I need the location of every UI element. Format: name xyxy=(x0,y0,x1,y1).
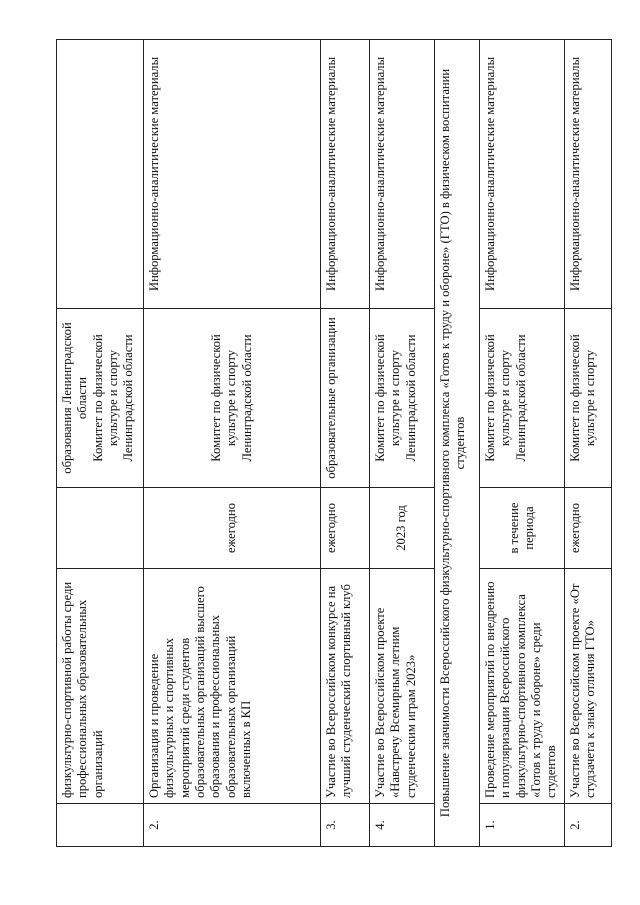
executor-cell: образования Ленинградской области Комитет по физической культуре и спорту Ленинградской области xyxy=(57,309,144,488)
result-cell: Информационно-аналитические материалы xyxy=(321,40,370,309)
row-number: 2. xyxy=(565,804,612,847)
event-cell: Организация и проведение физкультурных и спортивных мероприятий среди студентов образовательных организаций высшего образования и профессиональных образовательных организаций включенных в КП xyxy=(144,569,321,804)
executor-cell: Комитет по физической культуре и спорту Ленинградской области xyxy=(480,309,565,488)
row-number xyxy=(57,804,144,847)
event-cell: Проведение мероприятий по внедрению и популяризации Всероссийского физкультурно-спортивного комплекса «Готов к труду и обороне» среди студентов xyxy=(480,569,565,804)
table-row xyxy=(480,40,565,847)
executor-cell: образовательные организации xyxy=(321,309,370,488)
table-row xyxy=(370,40,435,847)
executor-cell: Комитет по физической культуре и спорту Ленинградской области xyxy=(370,309,435,488)
section-heading: Повышение значимости Всероссийского физкультурно-спортивного комплекса «Готов к труду и обороне» (ГТО) в физическом воспитании студентов xyxy=(435,40,480,847)
term-cell: ежегодно xyxy=(144,488,321,569)
result-cell: Информационно-аналитические материалы xyxy=(370,40,435,309)
table-row xyxy=(565,40,612,847)
row-number: 3. xyxy=(321,804,370,847)
result-cell: Информационно-аналитические материалы xyxy=(144,40,321,309)
table-row xyxy=(321,40,370,847)
result-cell: Информационно-аналитические материалы xyxy=(480,40,565,309)
row-number: 4. xyxy=(370,804,435,847)
table-row xyxy=(144,40,321,847)
event-cell: Участие во Всероссийском проекте «Навстречу Всемирным летним студенческим играм 2023» xyxy=(370,569,435,804)
section-row xyxy=(435,40,480,847)
event-cell: физкультурно-спортивной работы среди профессиональных образовательных организаций xyxy=(57,569,144,804)
plan-table xyxy=(56,39,612,847)
executor-cell: Комитет по физической культуре и спорту Ленинградской области xyxy=(144,309,321,488)
term-cell xyxy=(57,488,144,569)
event-cell: Участие во Всероссийском проекте «От студзачета к знаку отличия ГТО» xyxy=(565,569,612,804)
term-cell: ежегодно xyxy=(565,488,612,569)
row-number: 1. xyxy=(480,804,565,847)
table-row xyxy=(57,40,144,847)
term-cell: в течение периода xyxy=(480,488,565,569)
term-cell: 2023 год xyxy=(370,488,435,569)
result-cell xyxy=(57,40,144,309)
result-cell: Информационно-аналитические материалы xyxy=(565,40,612,309)
executor-cell: Комитет по физической культуре и спорту xyxy=(565,309,612,488)
event-cell: Участие во Всероссийском конкурсе на лучший студенческий спортивный клуб xyxy=(321,569,370,804)
term-cell: ежегодно xyxy=(321,488,370,569)
row-number: 2. xyxy=(144,804,321,847)
